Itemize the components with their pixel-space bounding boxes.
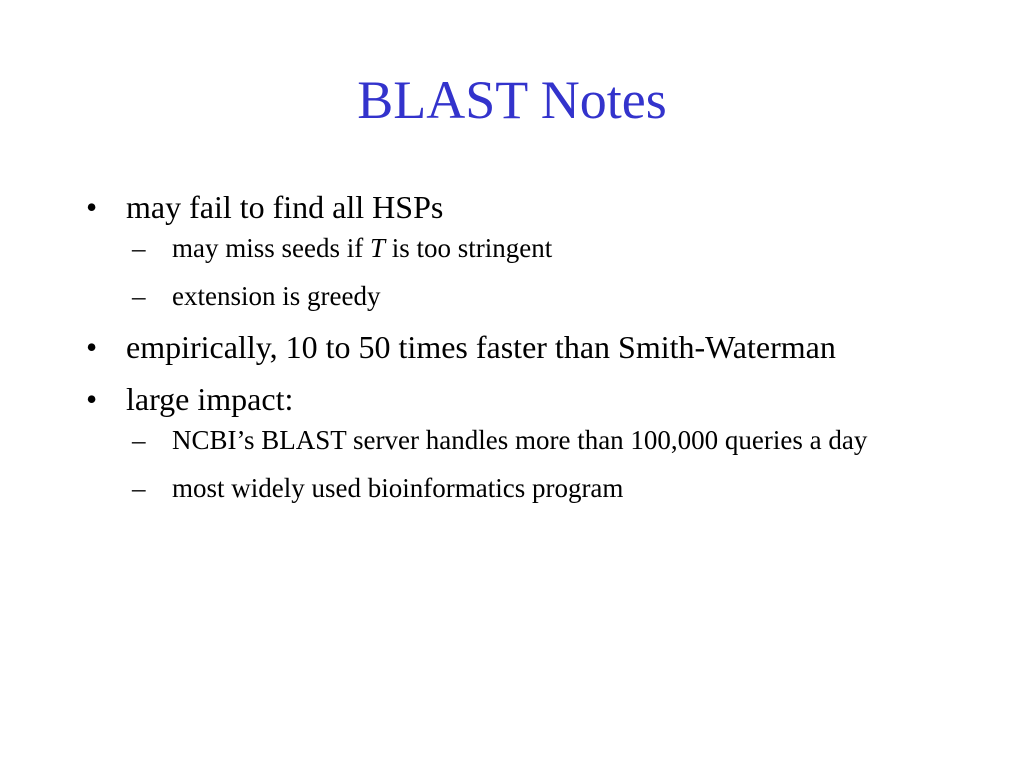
sub-bullet-item xyxy=(126,472,946,504)
sub-bullet-item xyxy=(126,424,946,456)
bullet-item xyxy=(86,380,946,504)
bullet-text: empirically, 10 to 50 times faster than Smith-Waterman xyxy=(126,329,836,365)
sub-bullet-item xyxy=(126,280,946,312)
bullet-icon: • xyxy=(86,189,98,225)
dash-icon: – xyxy=(132,473,146,503)
sub-bullet-text-italic: T xyxy=(369,233,386,263)
sub-bullet-text-after: is too stringent xyxy=(385,233,553,263)
sub-bullet-list xyxy=(126,232,946,312)
sub-bullet-text: extension is greedy xyxy=(172,281,381,311)
bullet-icon: • xyxy=(86,329,98,365)
dash-icon: – xyxy=(132,425,146,455)
bullet-item xyxy=(86,328,946,366)
slide-title: BLAST Notes xyxy=(357,70,667,130)
sub-bullet-text: most widely used bioinformatics program xyxy=(172,473,624,503)
sub-bullet-list xyxy=(126,424,946,504)
dash-icon: – xyxy=(132,281,146,311)
bullet-text: may fail to find all HSPs xyxy=(126,189,444,225)
bullet-item xyxy=(86,188,946,312)
dash-icon: – xyxy=(132,233,146,263)
bullet-text: large impact: xyxy=(126,381,294,417)
bullet-list xyxy=(86,188,946,520)
bullet-icon: • xyxy=(86,381,98,417)
sub-bullet-text-before: may miss seeds if xyxy=(172,233,370,263)
sub-bullet-item xyxy=(126,232,946,264)
sub-bullet-text: NCBI’s BLAST server handles more than 100,000 queries a day xyxy=(172,425,868,455)
